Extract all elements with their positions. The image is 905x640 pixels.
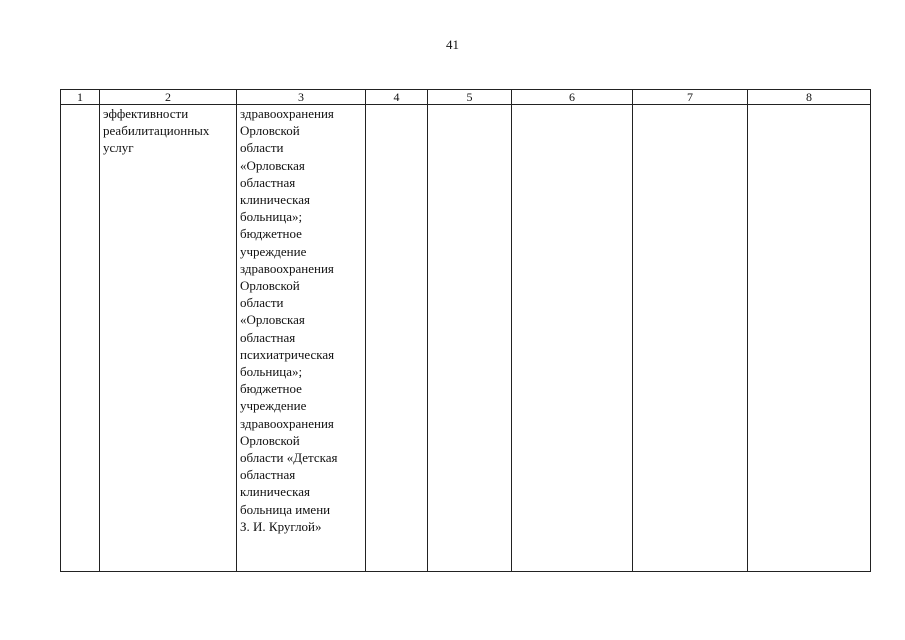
- cell-col3: [237, 105, 366, 572]
- column-header-3: 3: [237, 90, 366, 105]
- cell-text: эффективности реабилитационных услуг: [103, 106, 210, 156]
- column-header-6: 6: [512, 90, 633, 105]
- cell-col4: [366, 105, 428, 572]
- cell-col2: [100, 105, 237, 572]
- cell-text: здравоохранения Орловской области «Орловская областная клиническая больница»; бюджетное учреждение здравоохранения Орловской области «Орловская областная психиатрическая больница»; бюджетное учреждение здравоохранения Орловской области «Детская областная клиническая больница имени З. И. Круглой»: [240, 106, 338, 534]
- cell-col1: [61, 105, 100, 572]
- document-table: [60, 89, 871, 572]
- cell-col6: [512, 105, 633, 572]
- column-header-5: 5: [428, 90, 512, 105]
- column-header-2: 2: [100, 90, 237, 105]
- cell-col5: [428, 105, 512, 572]
- header-row: [61, 90, 871, 105]
- column-header-1: 1: [61, 90, 100, 105]
- page-number: 41: [446, 37, 459, 52]
- column-header-4: 4: [366, 90, 428, 105]
- cell-col7: [633, 105, 748, 572]
- column-header-8: 8: [748, 90, 871, 105]
- cell-col8: [748, 105, 871, 572]
- table-row: [61, 105, 871, 572]
- column-header-7: 7: [633, 90, 748, 105]
